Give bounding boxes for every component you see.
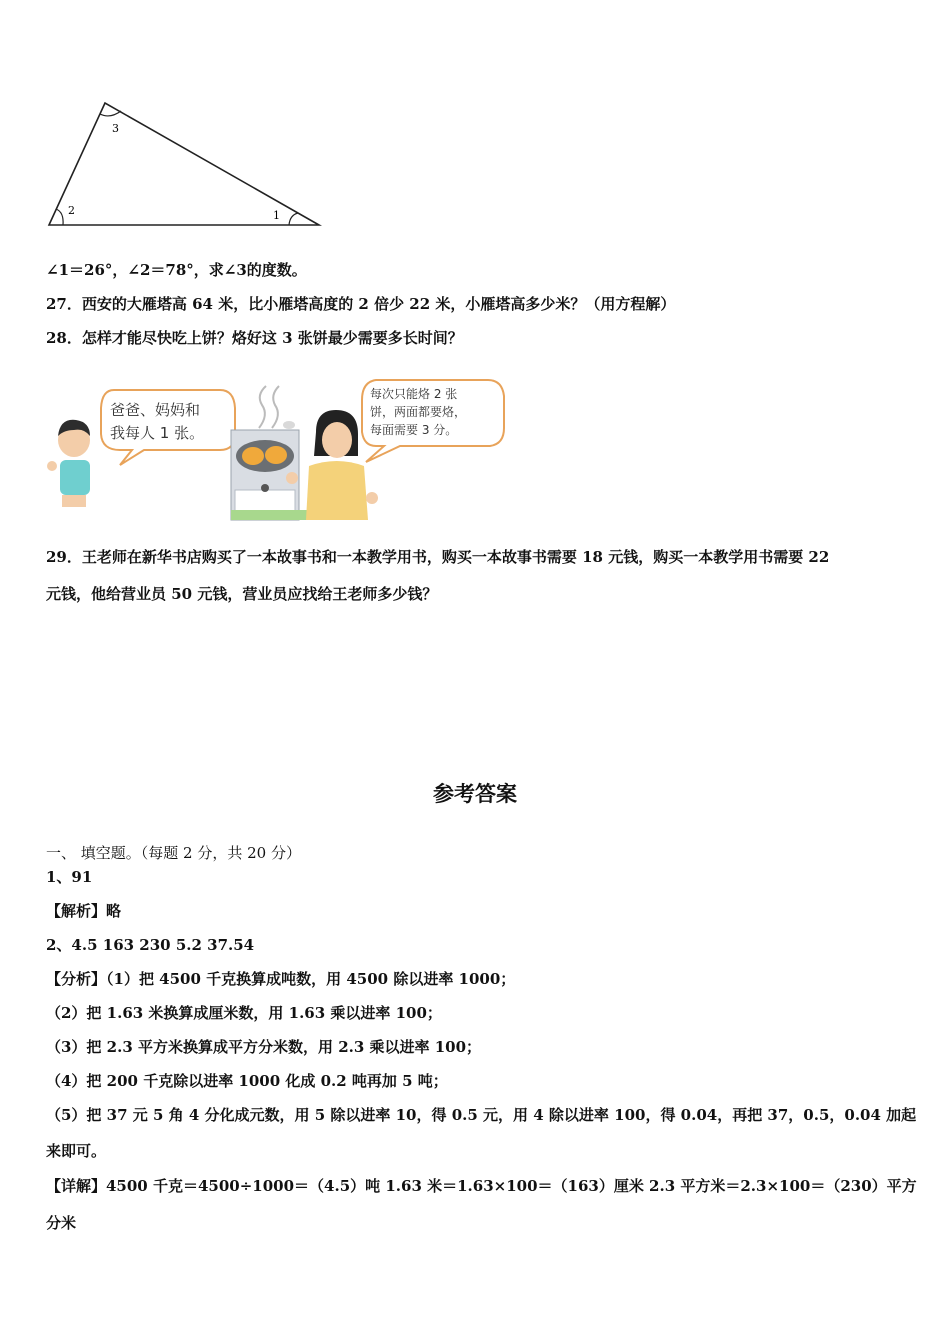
triangle-shape [49,103,319,225]
mom-bubble-line-2: 饼，两面都要烙， [370,405,467,419]
answers-title: 参考答案 [433,782,517,806]
question-28-text: 28．怎样才能尽快吃上饼？烙好这 3 张饼最少需要多长时间？ [46,329,463,347]
answer-2-analysis: 【分析】（1）把 4500 千克换算成吨数，用 4500 除以进率 1000； [46,970,516,988]
answer-1: 1、91 [46,868,93,886]
answer-1-note: 【解析】略 [46,902,122,920]
question-26-text: ∠1＝26°，∠2＝78°，求∠3的度数。 [46,261,307,279]
triangle-figure [40,95,330,235]
boy-bubble-line-2: 我每人 1 张。 [110,424,205,442]
answer-2-detail-cont: 分米 [46,1214,77,1232]
angle-3-label: 3 [112,122,119,135]
stove-figure [231,386,311,520]
question-29-line-2: 元钱，他给营业员 50 元钱，营业员应找给王老师多少钱？ [46,585,438,603]
answer-2: 2、4.5 163 230 5.2 37.54 [46,936,255,954]
answer-2-part-2: （2）把 1.63 米换算成厘米数，用 1.63 乘以进率 100； [46,1004,442,1022]
answer-2-part-5: （5）把 37 元 5 角 4 分化成元数，用 5 除以进率 10，得 0.5 元，用 4 除以进率 100，得 0.04，再把 37，0.5，0.04 加起 [46,1106,917,1124]
answer-2-part-3: （3）把 2.3 平方米换算成平方分米数，用 2.3 乘以进率 100； [46,1038,482,1056]
mom-bubble-line-1: 每次只能烙 2 张 [370,387,458,401]
angle-2-label: 2 [68,204,75,217]
angle-3-arc [100,111,121,116]
angle-1-arc [289,213,298,225]
answer-2-detail: 【详解】4500 千克＝4500÷1000＝（4.5）吨 1.63 米＝1.63×100＝（163）厘米 2.3 平方米＝2.3×100＝（230）平方 [46,1177,917,1195]
angle-2-arc [56,209,63,225]
answer-2-part-5-cont: 来即可。 [46,1142,107,1160]
boy-bubble-line-1: 爸爸、妈妈和 [110,401,201,419]
question-29-line-1: 29．王老师在新华书店购买了一本故事书和一本教学用书，购买一本故事书需要 18 元钱，购买一本教学用书需要 22 [46,548,830,566]
angle-1-label: 1 [273,209,280,222]
answer-2-part-4: （4）把 200 千克除以进率 1000 化成 0.2 吨再加 5 吨； [46,1072,448,1090]
answers-section-heading: 一、 填空题。（每题 2 分，共 20 分） [46,844,301,862]
question-27-text: 27．西安的大雁塔高 64 米，比小雁塔高度的 2 倍少 22 米，小雁塔高多少米？（用方程解） [46,295,676,313]
boy-figure [47,420,90,507]
mom-bubble-line-3: 每面需要 3 分。 [370,423,458,437]
pancake-illustration [44,370,514,522]
